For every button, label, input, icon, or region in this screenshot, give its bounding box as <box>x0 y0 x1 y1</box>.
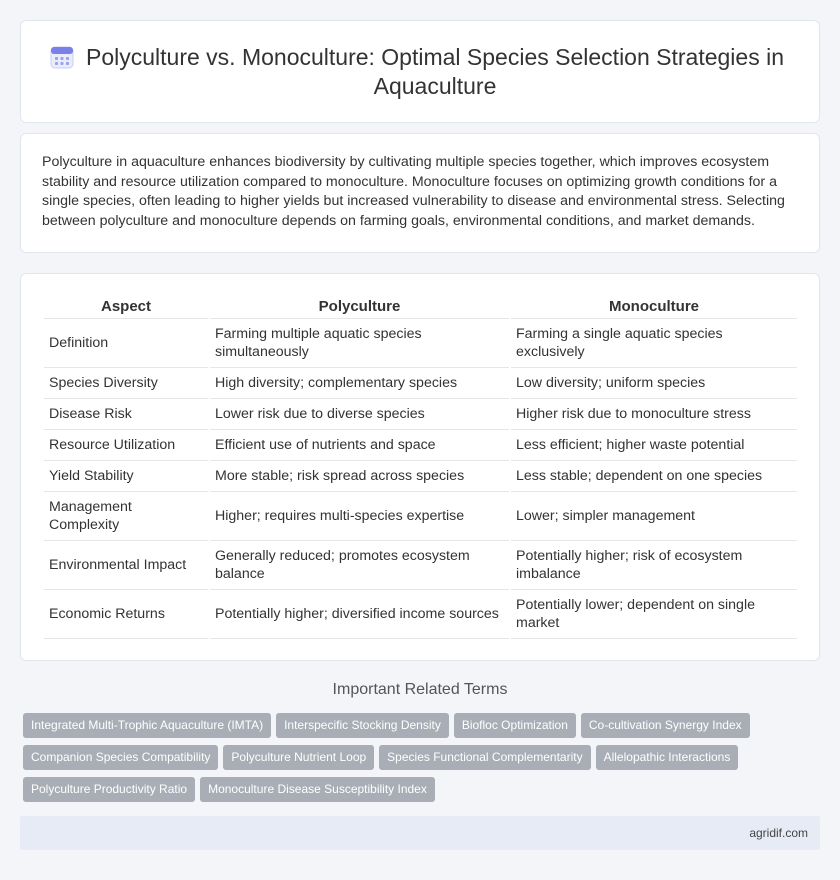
polyculture-cell: Efficient use of nutrients and space <box>210 430 509 461</box>
table-row <box>44 399 797 430</box>
intro-paragraph: Polyculture in aquaculture enhances biodiversity by cultivating multiple species together, which improves ecosystem stability and resource utilization compared to monoculture. Monoculture focuses on optimizing growth conditions for a single species, often leading to higher yields but increased vulnerability to disease and environmental stress. Selecting between polyculture and monoculture depends on farming goals, environmental conditions, and market demands. <box>42 154 785 229</box>
comparison-table <box>42 294 799 639</box>
table-row <box>44 430 797 461</box>
polyculture-cell: Potentially higher; diversified income sources <box>210 590 509 639</box>
related-terms-list <box>23 713 783 809</box>
related-term-tag[interactable]: Allelopathic Interactions <box>596 745 739 770</box>
header-aspect: Aspect <box>44 294 208 319</box>
related-term-tag[interactable]: Polyculture Productivity Ratio <box>23 777 195 802</box>
header-card <box>20 20 820 123</box>
aspect-cell: Resource Utilization <box>44 430 208 461</box>
aspect-cell: Management Complexity <box>44 492 208 541</box>
aspect-cell: Disease Risk <box>44 399 208 430</box>
polyculture-cell: High diversity; complementary species <box>210 368 509 399</box>
related-term-tag[interactable]: Co-cultivation Synergy Index <box>581 713 750 738</box>
related-terms-title: Important Related Terms <box>332 681 508 698</box>
related-term-tag[interactable]: Integrated Multi-Trophic Aquaculture (IMTA) <box>23 713 271 738</box>
monoculture-cell: Farming a single aquatic species exclusively <box>511 319 797 368</box>
related-term-tag[interactable]: Polyculture Nutrient Loop <box>223 745 374 770</box>
monoculture-cell: Higher risk due to monoculture stress <box>511 399 797 430</box>
related-term-tag[interactable]: Companion Species Compatibility <box>23 745 218 770</box>
table-row <box>44 319 797 368</box>
monoculture-cell: Lower; simpler management <box>511 492 797 541</box>
table-row <box>44 461 797 492</box>
aspect-cell: Environmental Impact <box>44 541 208 590</box>
footer <box>20 816 820 850</box>
table-row <box>44 492 797 541</box>
comparison-card <box>20 273 820 661</box>
polyculture-cell: More stable; risk spread across species <box>210 461 509 492</box>
polyculture-cell: Lower risk due to diverse species <box>210 399 509 430</box>
polyculture-cell: Higher; requires multi-species expertise <box>210 492 509 541</box>
related-term-tag[interactable]: Species Functional Complementarity <box>379 745 590 770</box>
monoculture-cell: Potentially higher; risk of ecosystem imbalance <box>511 541 797 590</box>
monoculture-cell: Low diversity; uniform species <box>511 368 797 399</box>
footer-site-link[interactable]: agridif.com <box>749 826 808 840</box>
header-monoculture: Monoculture <box>511 294 797 319</box>
table-row <box>44 541 797 590</box>
related-term-tag[interactable]: Monoculture Disease Susceptibility Index <box>200 777 435 802</box>
aspect-cell: Economic Returns <box>44 590 208 639</box>
table-row <box>44 368 797 399</box>
intro-card <box>20 133 820 253</box>
related-term-tag[interactable]: Biofloc Optimization <box>454 713 576 738</box>
table-row <box>44 590 797 639</box>
monoculture-cell: Less stable; dependent on one species <box>511 461 797 492</box>
monoculture-cell: Less efficient; higher waste potential <box>511 430 797 461</box>
aspect-cell: Definition <box>44 319 208 368</box>
header-polyculture: Polyculture <box>210 294 509 319</box>
related-term-tag[interactable]: Interspecific Stocking Density <box>276 713 449 738</box>
monoculture-cell: Potentially lower; dependent on single market <box>511 590 797 639</box>
aspect-cell: Species Diversity <box>44 368 208 399</box>
polyculture-cell: Generally reduced; promotes ecosystem balance <box>210 541 509 590</box>
polyculture-cell: Farming multiple aquatic species simultaneously <box>210 319 509 368</box>
page-title: Polyculture vs. Monoculture: Optimal Species Selection Strategies in Aquaculture <box>86 44 784 99</box>
aspect-cell: Yield Stability <box>44 461 208 492</box>
